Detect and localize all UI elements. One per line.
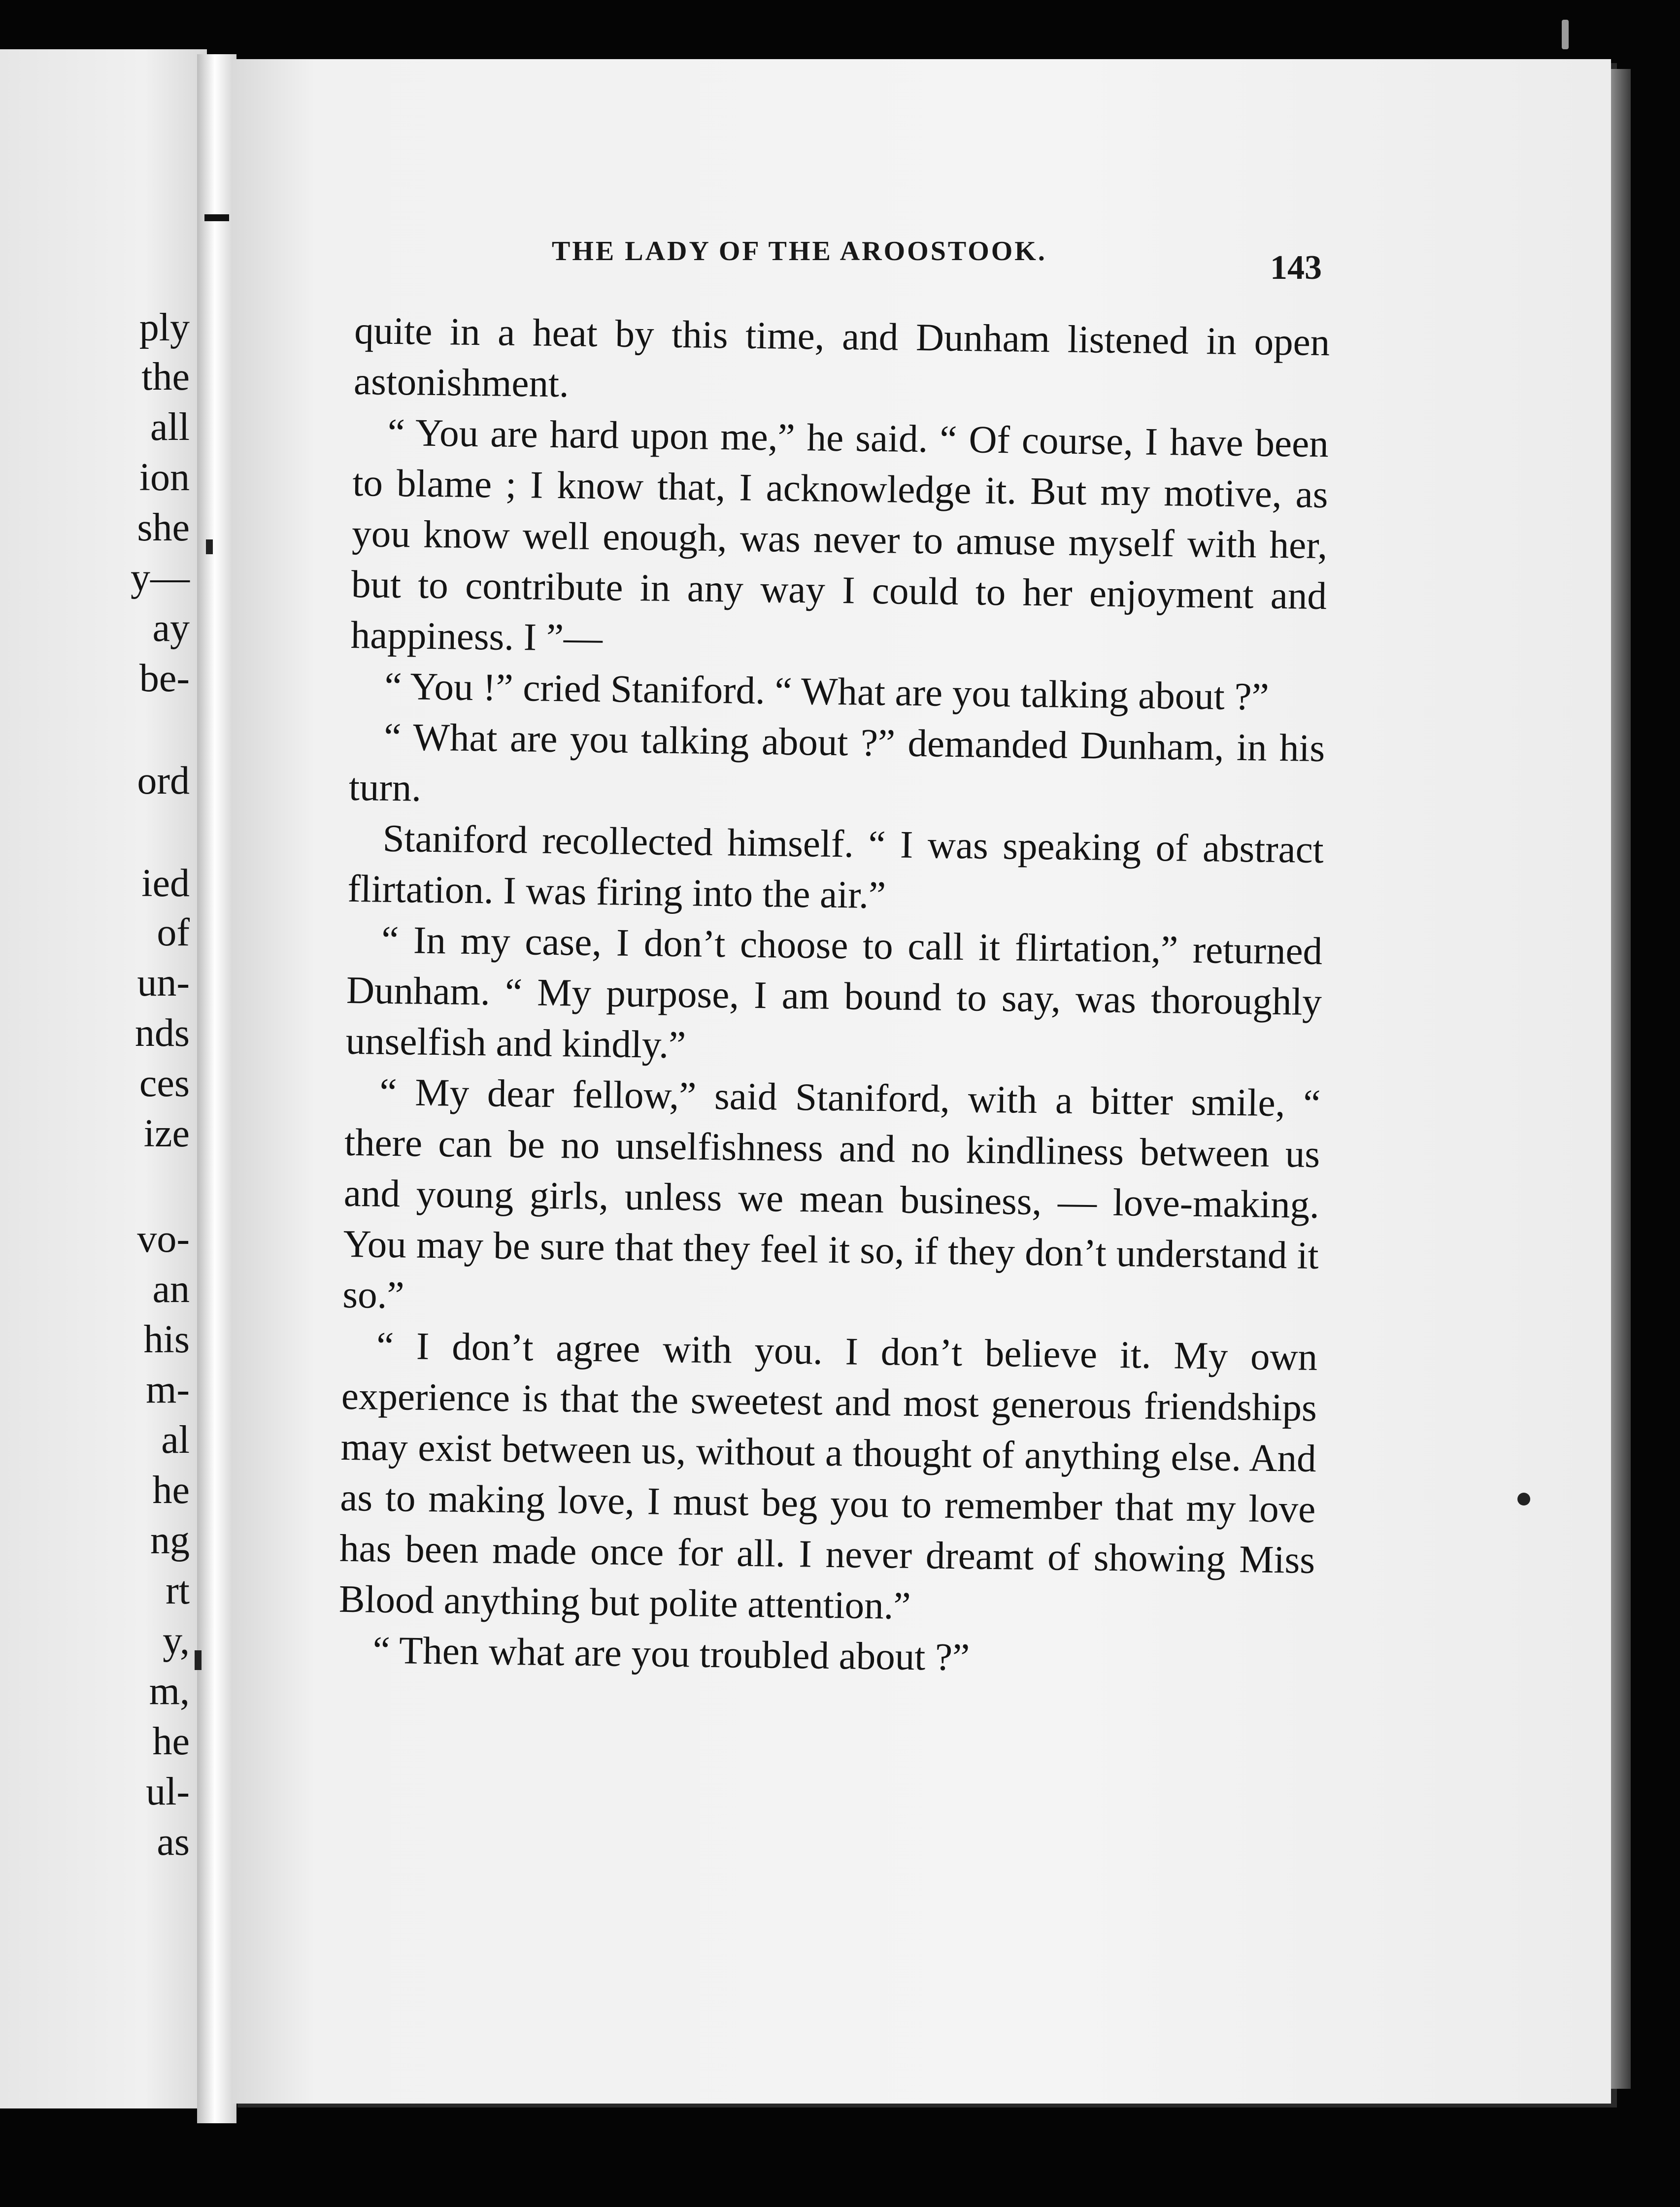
left-fragment: ize <box>143 1112 190 1155</box>
left-fragment: the <box>141 355 190 399</box>
paragraph: “ I don’t agree with you. I don’t believe it. My own experience is that the sweetest and most generous friendships may exist between us, without a thought of anything else. And as to making love, I must beg you to remember that my love has been made once for all. I never dreamt of showing Miss Blood anything but polite attention.” <box>338 1324 1318 1628</box>
body-text <box>338 305 1330 1687</box>
left-fragment: ul- <box>146 1770 190 1813</box>
left-page-line-fragments <box>0 49 207 2108</box>
left-fragment: ion <box>139 456 190 499</box>
left-fragment: y, <box>163 1619 190 1663</box>
left-fragment: y— <box>131 556 190 600</box>
left-fragment: ied <box>141 862 190 905</box>
left-fragment: ply <box>139 306 190 349</box>
left-fragment: m, <box>149 1670 190 1713</box>
left-fragment: all <box>150 405 190 449</box>
left-fragment: ces <box>139 1062 190 1105</box>
ink-speck <box>1562 20 1569 49</box>
left-fragment: al <box>161 1418 190 1462</box>
left-fragment: m- <box>146 1368 190 1411</box>
left-fragment: ay <box>152 606 190 650</box>
left-fragment: of <box>157 911 190 954</box>
paragraph: “ My dear fellow,” said Staniford, with a bitter smile, “ there can be no unselfishness and no kindliness between us and young girls, unless we mean business, — love-making. You may be sure that they feel it so, if they don’t understand it so.” <box>342 1070 1321 1317</box>
paragraph: “ What are you talking about ?” demanded Dunham, in his turn. <box>348 715 1325 810</box>
gutter-mark <box>204 214 229 221</box>
gutter-mark <box>195 1650 202 1670</box>
left-fragment: she <box>137 506 190 549</box>
left-fragment: as <box>157 1820 190 1864</box>
left-fragment: nds <box>134 1011 190 1055</box>
left-fragment: un- <box>137 961 190 1004</box>
left-fragment: he <box>152 1720 190 1763</box>
gutter-mark <box>206 539 213 554</box>
paragraph: Staniford recollected himself. “ I was speaking of abstract flirtation. I was firing into the air.” <box>347 817 1324 917</box>
paragraph: “ You are hard upon me,” he said. “ Of course, I have been to blame ; I know that, I acknowledge it. But my motive, as you know well enough, was never to amuse myself with her, but to contribute in any way I could to her enjoyment and happiness. I ”— <box>350 411 1329 660</box>
left-fragment: his <box>143 1318 190 1361</box>
left-page <box>0 49 207 2108</box>
ink-speck <box>1517 1493 1530 1505</box>
left-fragment: ord <box>137 759 190 803</box>
book-gutter <box>197 54 236 2123</box>
page-number: 143 <box>1270 249 1322 287</box>
running-head-title: THE LADY OF THE AROOSTOOK. <box>552 236 1047 267</box>
left-fragment: vo- <box>137 1217 190 1261</box>
paragraph: quite in a heat by this time, and Dunham listened in open astonishment. <box>353 309 1330 406</box>
left-fragment: rt <box>166 1569 190 1612</box>
left-fragment: an <box>152 1268 190 1311</box>
paragraph: “ You !” cried Staniford. “ What are you talking about ?” <box>384 665 1270 719</box>
left-fragment: ng <box>150 1519 190 1562</box>
left-fragment: he <box>152 1469 190 1512</box>
page-edge-shadow <box>1611 69 1631 2089</box>
paragraph: “ Then what are you troubled about ?” <box>372 1629 970 1679</box>
left-fragment: be- <box>139 657 190 700</box>
paragraph: “ In my case, I don’t choose to call it flirtation,” returned Dunham. “ My purpose, I am bound to say, was thoroughly unselfish and kindly.” <box>345 918 1323 1067</box>
